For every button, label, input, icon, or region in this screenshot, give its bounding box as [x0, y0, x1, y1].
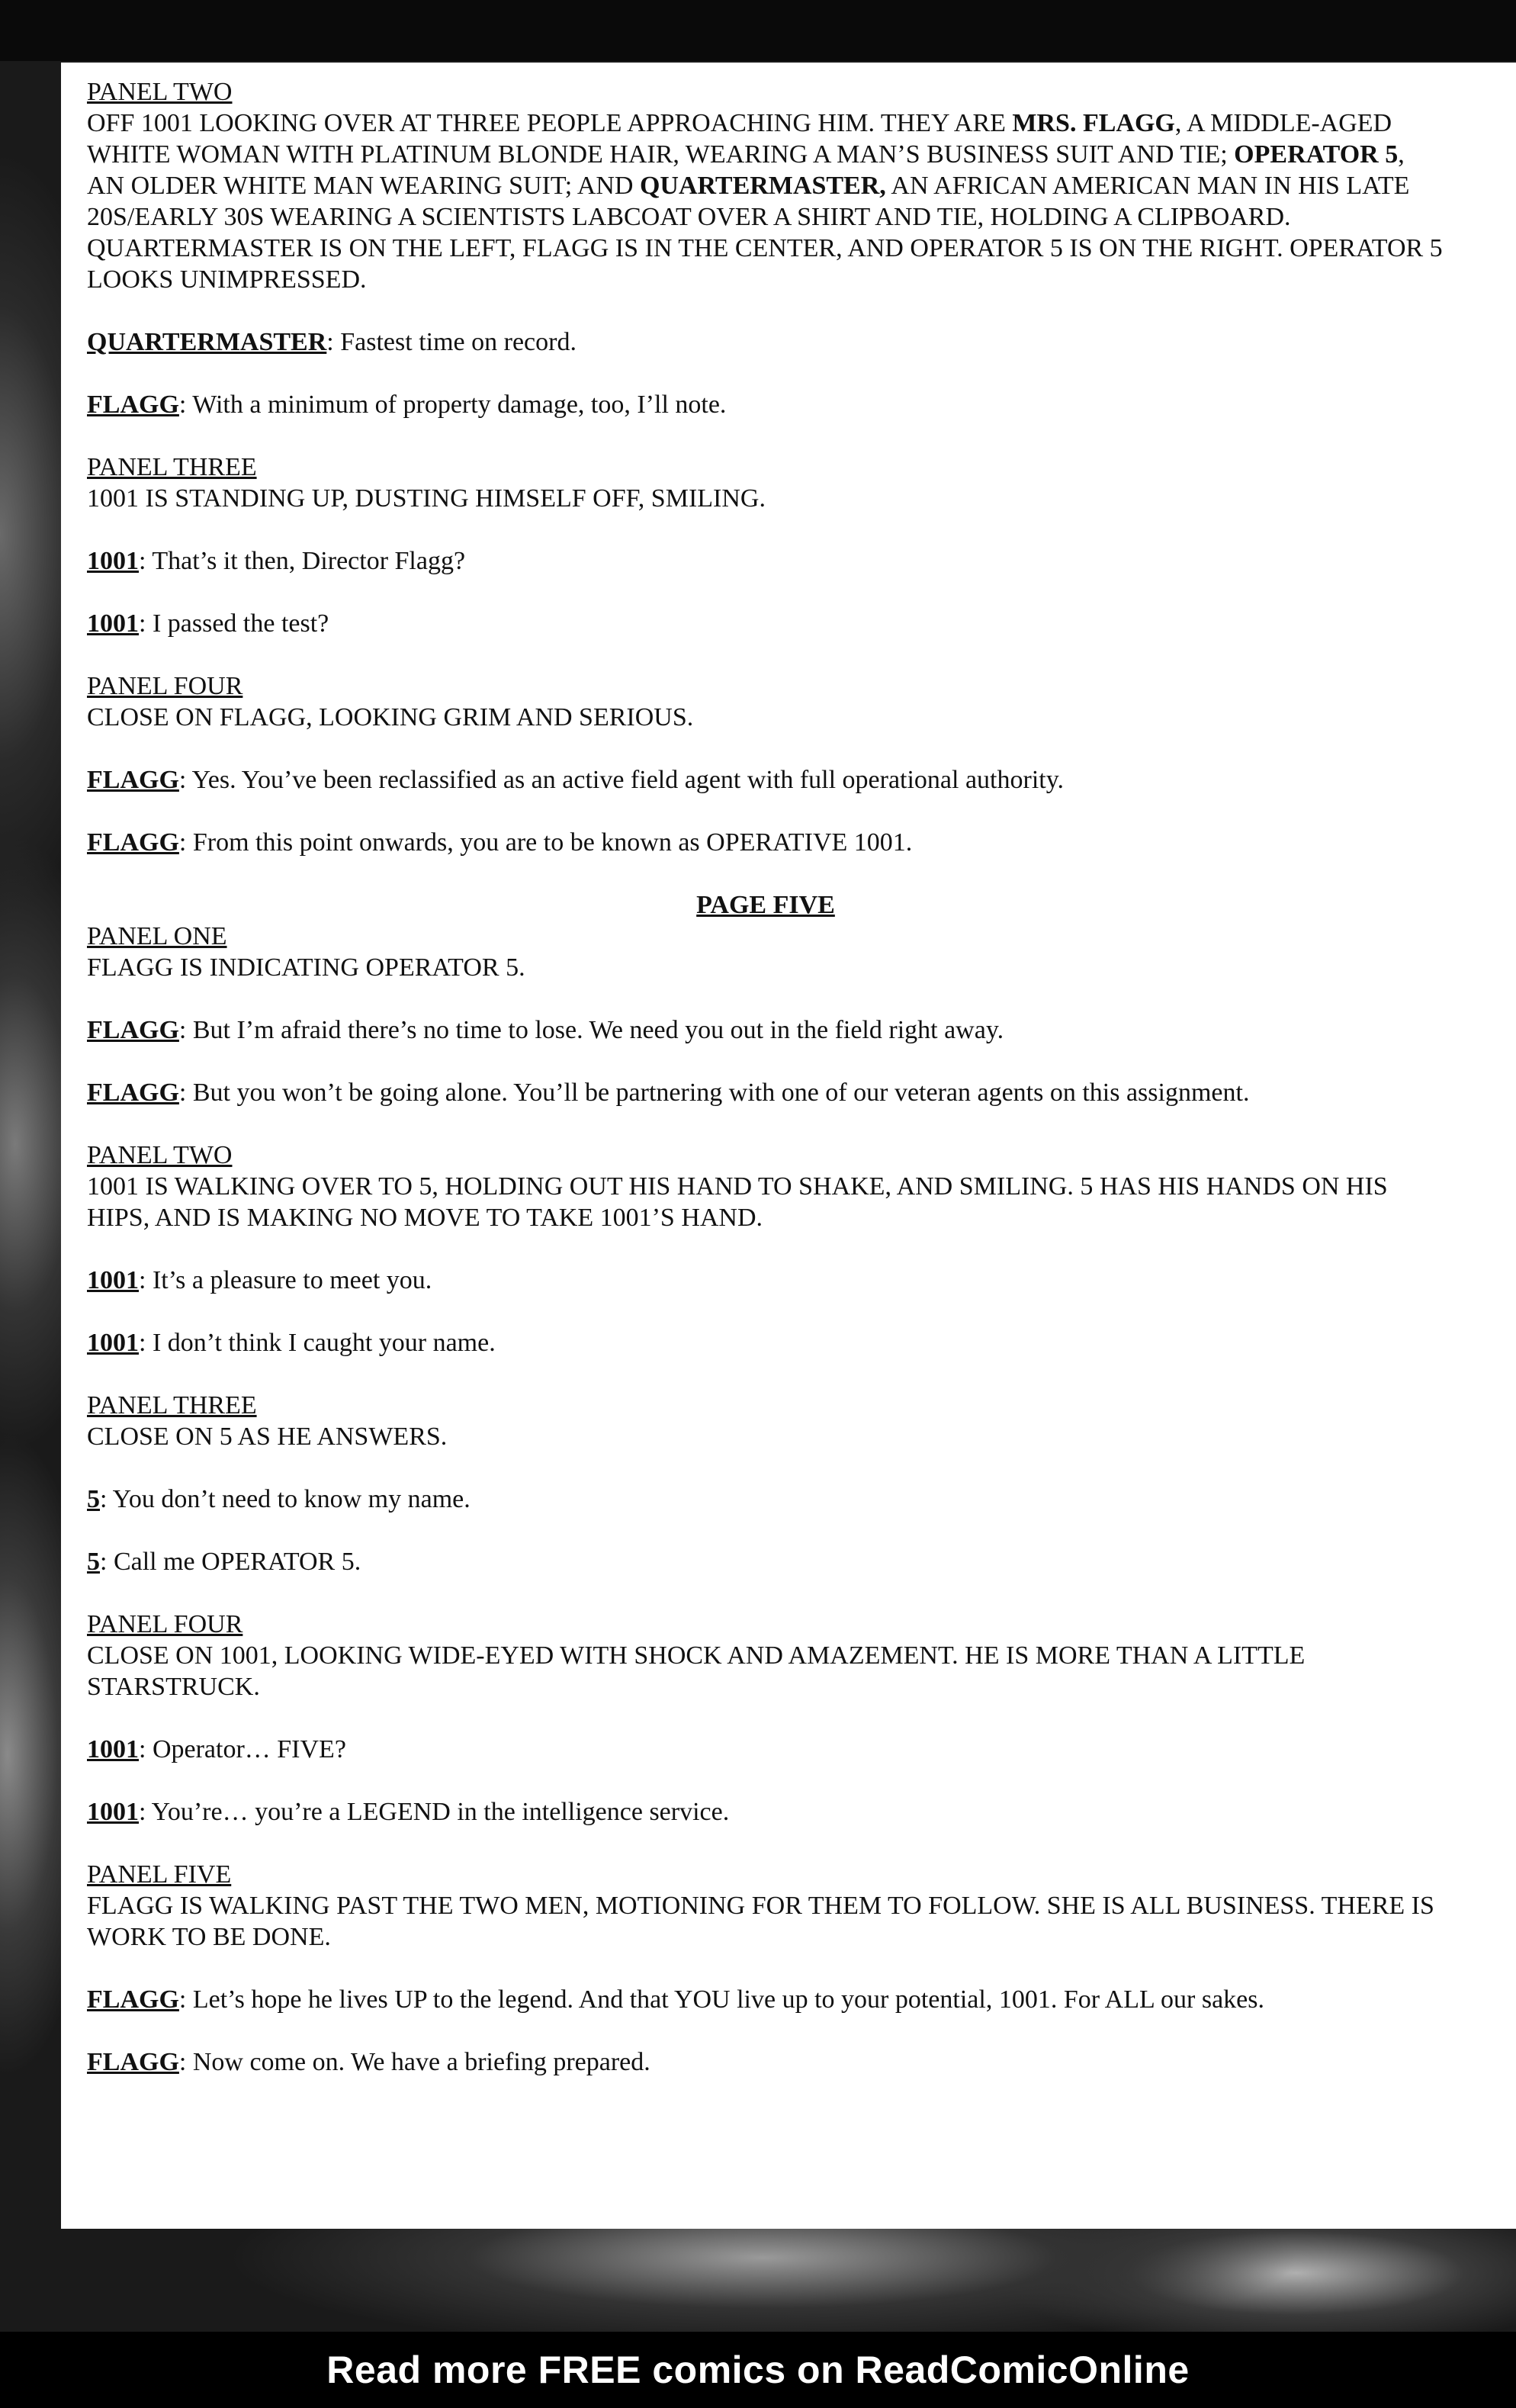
dialogue-text: : Call me OPERATOR 5. [100, 1548, 361, 1576]
speaker-name: 1001 [87, 1329, 139, 1357]
speaker-name: FLAGG [87, 391, 179, 419]
page-heading: PAGE FIVE [696, 891, 835, 919]
speaker-name: 1001 [87, 1798, 139, 1826]
spacer [87, 858, 1444, 889]
speaker-name: QUARTERMASTER [87, 328, 327, 356]
speaker-name: 1001 [87, 547, 139, 575]
character-name: MRS. FLAGG [1012, 109, 1175, 137]
speaker-name: FLAGG [87, 1079, 179, 1107]
spacer [87, 1358, 1444, 1390]
spacer [87, 2015, 1444, 2046]
spacer [87, 1108, 1444, 1140]
spacer [87, 1953, 1444, 1984]
dialogue-line [87, 1014, 1444, 1046]
panel-description: CLOSE ON 5 AS HE ANSWERS. [87, 1423, 448, 1451]
dialogue-line [87, 2046, 1444, 2078]
dialogue-line [87, 1077, 1444, 1108]
panel-description: CLOSE ON FLAGG, LOOKING GRIM AND SERIOUS. [87, 703, 694, 731]
speaker-name: 5 [87, 1485, 100, 1513]
panel-description: CLOSE ON 1001, LOOKING WIDE-EYED WITH SHOCK AND AMAZEMENT. HE IS MORE THAN A LITTLE STARSTRUCK. [87, 1641, 1306, 1701]
panel-heading: PANEL FOUR [87, 1610, 243, 1638]
description-text: , A MIDDLE-AGED WHITE WOMAN WITH PLATINUM BLONDE HAIR, WEARING A MAN’S BUSINESS SUIT AND TIE; [87, 109, 1392, 169]
spacer [87, 1515, 1444, 1546]
spacer [87, 1452, 1444, 1484]
speaker-name: 1001 [87, 609, 139, 638]
dialogue-line [87, 1984, 1444, 2015]
spacer [87, 1296, 1444, 1327]
speaker-name: FLAGG [87, 1016, 179, 1044]
panel-heading: PANEL TWO [87, 78, 233, 106]
footer-link-text[interactable]: Read more FREE comics on ReadComicOnline [326, 2349, 1190, 2391]
dialogue-text: : But you won’t be going alone. You’ll be partnering with one of our veteran agents on this assignment. [178, 1079, 1250, 1107]
spacer [87, 1702, 1444, 1734]
speaker-name: 1001 [87, 1735, 139, 1763]
spacer [87, 577, 1444, 608]
spacer [87, 358, 1444, 389]
spacer [87, 420, 1444, 452]
dialogue-text: : I passed the test? [139, 609, 329, 638]
spacer [87, 1828, 1444, 1859]
top-border [0, 0, 1516, 61]
speaker-name: FLAGG [87, 828, 179, 857]
dialogue-text: : You’re… you’re a LEGEND in the intelligence service. [139, 1798, 730, 1826]
description-text: AN AFRICAN AMERICAN MAN IN HIS LATE 20S/EARLY 30S WEARING A SCIENTISTS LABCOAT OVER A SHIRT AND TIE, HOLDING A CLIPBOARD. QUARTERMASTER IS ON THE LEFT, FLAGG IS IN THE CENTER, AND OPERATOR 5 IS ON THE RIGHT. OPERATOR 5 LOOKS UNIMPRESSED. [87, 172, 1443, 294]
spacer [87, 514, 1444, 545]
panel-description: FLAGG IS INDICATING OPERATOR 5. [87, 953, 525, 982]
speaker-name: FLAGG [87, 1985, 179, 2014]
panel-description: 1001 IS WALKING OVER TO 5, HOLDING OUT HIS HAND TO SHAKE, AND SMILING. 5 HAS HIS HANDS ON HIS HIPS, AND IS MAKING NO MOVE TO TAKE 1001’S HAND. [87, 1172, 1388, 1232]
panel-heading: PANEL TWO [87, 1141, 233, 1169]
dialogue-text: : Let’s hope he lives UP to the legend. And that YOU live up to your potential, 1001. For ALL our sakes. [178, 1985, 1264, 2014]
dialogue-text: : That’s it then, Director Flagg? [139, 547, 466, 575]
spacer [87, 1046, 1444, 1077]
spacer [87, 796, 1444, 827]
panel-description: FLAGG IS WALKING PAST THE TWO MEN, MOTIONING FOR THEM TO FOLLOW. SHE IS ALL BUSINESS. THERE IS WORK TO BE DONE. [87, 1892, 1434, 1951]
speaker-name: 5 [87, 1548, 100, 1576]
panel-description [87, 108, 1444, 295]
spacer [87, 983, 1444, 1014]
dialogue-line [87, 764, 1444, 796]
footer-banner[interactable] [0, 2332, 1516, 2408]
panel-description: 1001 IS STANDING UP, DUSTING HIMSELF OFF, SMILING. [87, 484, 766, 513]
dialogue-text: : Yes. You’ve been reclassified as an active field agent with full operational authority. [178, 766, 1065, 794]
character-name: OPERATOR 5 [1234, 140, 1399, 169]
dialogue-line [87, 1546, 1444, 1577]
speaker-name: FLAGG [87, 2048, 179, 2076]
dialogue-text: : With a minimum of property damage, too, I’ll note. [178, 391, 727, 419]
dialogue-line [87, 1734, 1444, 1765]
dialogue-text: : It’s a pleasure to meet you. [139, 1266, 432, 1294]
spacer [87, 733, 1444, 764]
speaker-name: 1001 [87, 1266, 139, 1294]
dialogue-line [87, 827, 1444, 858]
panel-heading: PANEL FIVE [87, 1860, 232, 1889]
panel-heading: PANEL THREE [87, 1391, 257, 1419]
panel-heading: PANEL FOUR [87, 672, 243, 700]
dialogue-line [87, 1265, 1444, 1296]
character-name: QUARTERMASTER, [639, 172, 886, 200]
dialogue-text: : You don’t need to know my name. [100, 1485, 471, 1513]
dialogue-text: : I don’t think I caught your name. [139, 1329, 496, 1357]
dialogue-text: : From this point onwards, you are to be known as OPERATIVE 1001. [178, 828, 913, 857]
dialogue-line [87, 1796, 1444, 1828]
spacer [87, 1233, 1444, 1265]
dialogue-line [87, 1327, 1444, 1358]
dialogue-line [87, 389, 1444, 420]
dialogue-line [87, 326, 1444, 358]
dialogue-text: : Fastest time on record. [326, 328, 577, 356]
panel-heading: PANEL ONE [87, 922, 227, 950]
spacer [87, 1577, 1444, 1609]
dialogue-text: : But I’m afraid there’s no time to lose. We need you out in the field right away. [178, 1016, 1004, 1044]
spacer [87, 1765, 1444, 1796]
spacer [87, 639, 1444, 670]
panel-heading: PANEL THREE [87, 453, 257, 481]
dialogue-line [87, 1484, 1444, 1515]
description-text: , AN OLDER WHITE MAN WEARING SUIT; AND [87, 140, 1405, 200]
description-text: OFF 1001 LOOKING OVER AT THREE PEOPLE APPROACHING HIM. THEY ARE [87, 109, 1013, 137]
dialogue-text: : Operator… FIVE? [139, 1735, 346, 1763]
dialogue-text: : Now come on. We have a briefing prepared. [178, 2048, 650, 2076]
script-text [87, 76, 1444, 2078]
speaker-name: FLAGG [87, 766, 179, 794]
dialogue-line [87, 608, 1444, 639]
dialogue-line [87, 545, 1444, 577]
spacer [87, 295, 1444, 326]
